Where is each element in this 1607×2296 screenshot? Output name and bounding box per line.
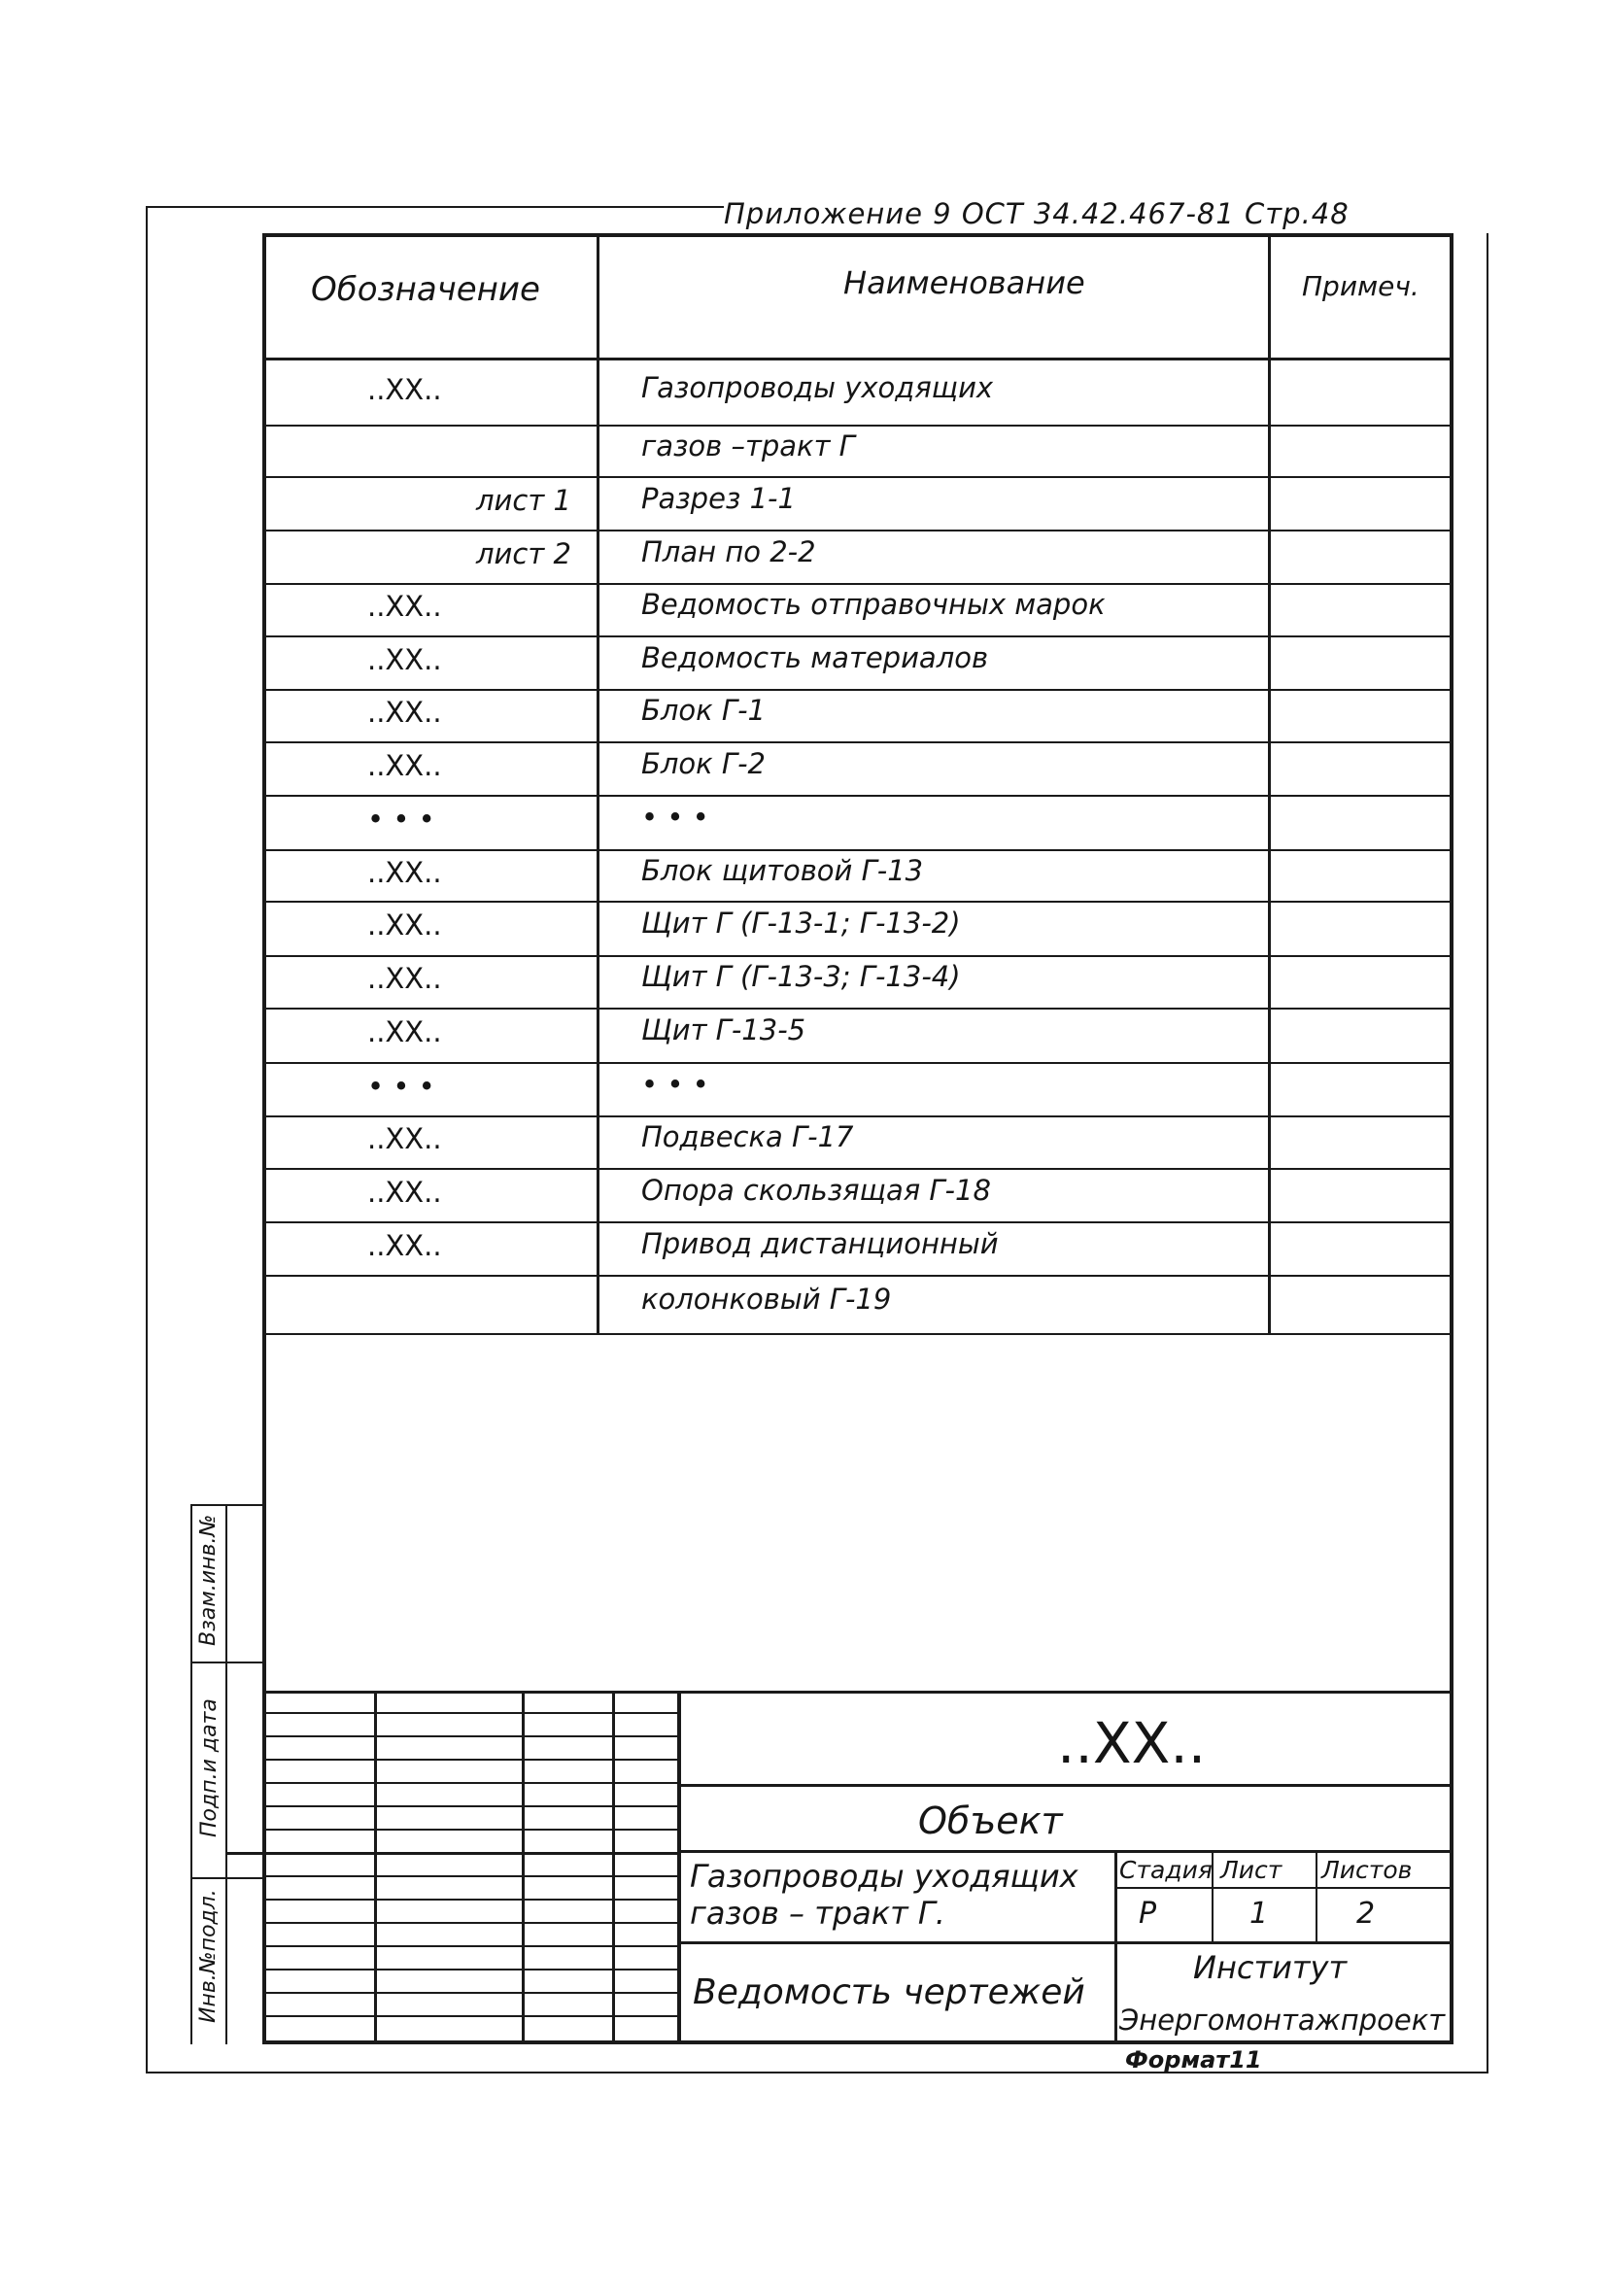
tb-grid-line — [262, 1922, 679, 1924]
cell-name: Разрез 1-1 — [641, 482, 796, 515]
tb-sheets-label: Листов — [1321, 1856, 1413, 1884]
cell-name: Блок щитовой Г-13 — [641, 854, 924, 887]
tb-grid-line — [262, 1735, 679, 1737]
tb-institute-label: Институт — [1193, 1949, 1348, 1986]
cell-designation: ..XX.. — [367, 373, 442, 406]
side-label-inv-orig: Инв.№подл. — [196, 1889, 221, 2023]
table-row — [262, 689, 1453, 741]
cell-name: Щит Г (Г-13-3; Г-13-4) — [641, 960, 961, 993]
cell-designation: ..XX.. — [367, 1122, 442, 1155]
tb-grid-line — [262, 1805, 679, 1807]
tb-grid-thick-line — [225, 1852, 679, 1855]
outer-frame-left — [146, 206, 148, 2073]
tb-top-line — [262, 1691, 1453, 1694]
row-separator — [262, 1333, 1453, 1335]
tb-grid-line — [262, 1759, 679, 1761]
tb-stage-header-sep — [1114, 1887, 1453, 1889]
tb-stage-value: Р — [1139, 1897, 1157, 1931]
tb-doc-name-line1: Газопроводы уходящих — [690, 1858, 1078, 1895]
table-row — [262, 425, 1453, 476]
format-label: Формат11 — [1125, 2046, 1262, 2073]
table-row — [262, 635, 1453, 689]
tb-grid-line — [262, 1712, 679, 1714]
cell-designation: ..XX.. — [367, 1015, 442, 1048]
table-row — [262, 741, 1453, 795]
tb-doc-title: Ведомость чертежей — [693, 1972, 1085, 2012]
cell-designation: ..XX.. — [367, 643, 442, 676]
table-row — [262, 1221, 1453, 1275]
col-header-name: Наименование — [843, 264, 1085, 301]
tb-left-col-3 — [612, 1691, 615, 2042]
cell-name: Подвеска Г-17 — [641, 1120, 854, 1153]
cell-name: План по 2-2 — [641, 535, 816, 568]
cell-designation: ..XX.. — [367, 908, 442, 942]
tb-grid-line — [262, 2015, 679, 2017]
cell-name: Ведомость материалов — [641, 641, 989, 674]
tb-institute-name: Энергомонтажпроект — [1119, 2004, 1446, 2037]
cell-name: Ведомость отправочных марок — [641, 588, 1106, 621]
tb-sheet-value: 1 — [1249, 1897, 1269, 1931]
tb-grid-line — [262, 1969, 679, 1970]
table-row — [262, 1115, 1453, 1168]
table-row — [262, 1168, 1453, 1221]
side-strip-sep-col — [225, 1504, 227, 2044]
tb-sheets-vline — [1316, 1850, 1317, 1941]
outer-frame-right — [1487, 233, 1488, 2073]
cell-name: газов –тракт Г — [641, 429, 855, 463]
table-row — [262, 476, 1453, 530]
cell-designation: ..XX.. — [367, 962, 442, 995]
cell-designation: ..XX.. — [367, 590, 442, 623]
cell-designation: ..XX.. — [367, 856, 442, 889]
cell-designation: • • • — [367, 803, 435, 836]
tb-grid-line — [262, 1899, 679, 1901]
cell-name: колонковый Г-19 — [641, 1283, 892, 1316]
side-strip-sep-2 — [190, 1877, 264, 1879]
cell-name: Щит Г (Г-13-1; Г-13-2) — [641, 907, 961, 940]
cell-designation: лист 1 — [476, 484, 571, 517]
table-row — [262, 360, 1453, 425]
tb-left-col-4 — [677, 1691, 681, 2042]
page-header: Приложение 9 ОСТ 34.42.467-81 Стр.48 — [724, 197, 1350, 230]
tb-grid-line — [262, 1875, 679, 1877]
tb-right-sep-code — [679, 1784, 1453, 1787]
cell-designation: ..XX.. — [367, 696, 442, 729]
cell-name: Блок Г-1 — [641, 694, 766, 727]
cell-name: Газопроводы уходящих — [641, 371, 994, 404]
tb-stage-vline — [1114, 1850, 1117, 2042]
inner-frame-top — [262, 233, 1453, 237]
tb-object: Объект — [918, 1799, 1063, 1842]
tb-grid-line — [262, 1782, 679, 1784]
table-row — [262, 849, 1453, 901]
cell-designation: лист 2 — [476, 537, 571, 570]
cell-name: Привод дистанционный — [641, 1227, 999, 1260]
cell-name: • • • — [641, 801, 709, 834]
side-strip-top — [190, 1504, 264, 1506]
cell-designation: • • • — [367, 1070, 435, 1103]
tb-grid-line — [262, 1829, 679, 1831]
side-strip-left — [190, 1504, 192, 2044]
cell-designation: ..XX.. — [367, 749, 442, 782]
outer-frame-bottom — [146, 2072, 1488, 2073]
tb-sheet-label: Лист — [1220, 1856, 1282, 1884]
tb-sheets-value: 2 — [1356, 1897, 1376, 1931]
tb-left-col-2 — [522, 1691, 525, 2042]
tb-left-col-1 — [374, 1691, 377, 2042]
table-row — [262, 1008, 1453, 1062]
cell-designation: ..XX.. — [367, 1229, 442, 1262]
inner-frame-bottom — [262, 2040, 1453, 2044]
table-row — [262, 530, 1453, 583]
side-strip-sep-1 — [190, 1662, 264, 1663]
table-row — [262, 955, 1453, 1008]
tb-code: ..XX.. — [1057, 1710, 1207, 1776]
side-label-sign-date: Подп.и дата — [197, 1698, 222, 1837]
cell-designation: ..XX.. — [367, 1176, 442, 1209]
table-row — [262, 1062, 1453, 1115]
side-label-replace-inv: Взам.инв.№ — [196, 1514, 221, 1646]
tb-stage-label: Стадия — [1119, 1856, 1213, 1884]
tb-grid-line — [262, 1992, 679, 1994]
cell-name: • • • — [641, 1068, 709, 1101]
cell-name: Щит Г-13-5 — [641, 1013, 806, 1046]
tb-right-sep-object — [679, 1850, 1453, 1853]
table-row — [262, 901, 1453, 955]
col-header-designation: Обозначение — [311, 270, 540, 309]
cell-name: Опора скользящая Г-18 — [641, 1174, 991, 1207]
tb-doc-name-line2: газов – тракт Г. — [690, 1895, 945, 1932]
table-row — [262, 795, 1453, 849]
tb-right-sep-name — [679, 1941, 1453, 1944]
table-row — [262, 1275, 1453, 1333]
cell-name: Блок Г-2 — [641, 747, 766, 780]
table-row — [262, 583, 1453, 635]
col-header-note: Примеч. — [1302, 270, 1419, 302]
outer-frame-top — [146, 206, 724, 208]
tb-grid-line — [262, 1945, 679, 1947]
